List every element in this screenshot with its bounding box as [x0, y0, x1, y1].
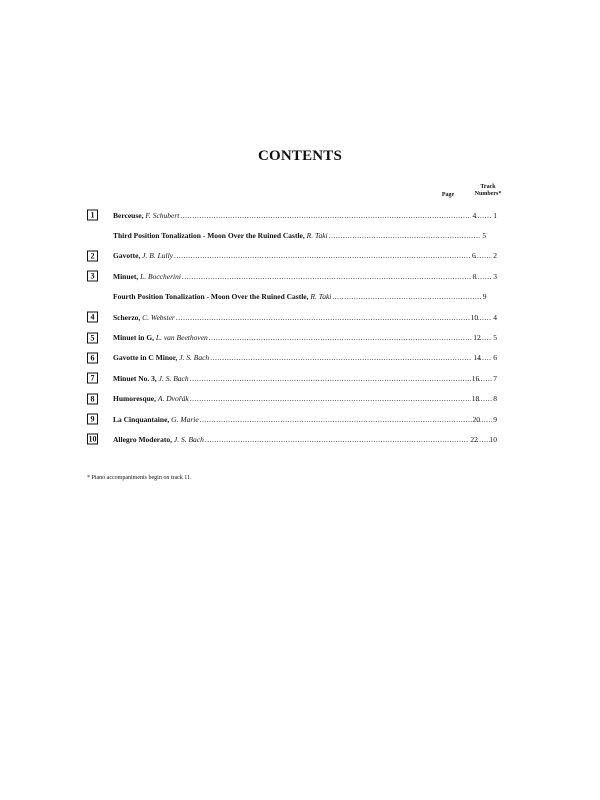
composer-name: J. S. Bach	[179, 353, 210, 363]
piece-title: Minuet,	[113, 271, 139, 281]
composer-name: R. Taki	[310, 292, 332, 302]
table-of-contents	[87, 205, 497, 450]
track-number-box: 9	[87, 414, 98, 425]
piece-title: Minuet in G,	[113, 333, 155, 343]
toc-entry-text	[113, 394, 497, 403]
page-number: 6	[472, 251, 476, 261]
dot-leader	[329, 231, 487, 241]
toc-entry	[87, 327, 497, 347]
piece-title: Berceuse,	[113, 210, 144, 220]
track-number-box: 7	[87, 373, 98, 384]
piece-title: Minuet No. 3,	[113, 373, 157, 383]
dot-leader	[176, 313, 470, 322]
dot-leader	[182, 272, 472, 281]
track-number-box: 8	[87, 393, 98, 404]
toc-entry	[87, 348, 497, 368]
piece-title: Gavotte,	[113, 251, 141, 261]
dot-leader	[190, 374, 471, 383]
composer-name: J. B. Lully	[142, 251, 173, 261]
toc-entry	[87, 246, 497, 266]
toc-entry	[87, 368, 497, 388]
dot-leader	[200, 415, 472, 424]
page-title: CONTENTS	[257, 148, 343, 164]
piece-title: Allegro Moderato,	[113, 434, 173, 444]
track-number-box: 4	[87, 312, 98, 323]
dot-leader	[190, 394, 471, 403]
page-number: 8	[472, 271, 477, 281]
toc-entry-text	[113, 231, 497, 240]
dot-leader	[475, 251, 492, 260]
toc-entry-text	[113, 333, 497, 342]
dot-leader	[472, 271, 492, 281]
track-number-box: 3	[87, 271, 98, 282]
dot-leader	[476, 394, 492, 403]
track-number: 9	[493, 414, 497, 424]
toc-entry-text	[113, 272, 497, 281]
composer-name: A. Dvořák	[157, 394, 189, 404]
dot-leader	[205, 435, 470, 444]
page-column-header: Page	[441, 192, 455, 198]
composer-name: J. S. Bach	[173, 434, 204, 444]
track-number: 1	[493, 210, 497, 220]
track-number-box: 6	[87, 352, 98, 363]
toc-entry-text	[113, 292, 497, 301]
dot-leader	[209, 333, 472, 342]
dot-leader	[332, 292, 481, 301]
toc-entry	[87, 266, 497, 286]
composer-name: C. Webster	[142, 312, 175, 322]
piece-title: La Cinquantaine,	[113, 414, 170, 424]
track-header-line1: Track	[480, 184, 496, 190]
track-number: 8	[493, 394, 498, 404]
track-number-box: 1	[87, 210, 98, 221]
track-number: 2	[493, 251, 497, 261]
toc-entry-text	[113, 435, 497, 444]
toc-entry-text	[113, 251, 497, 260]
dot-leader	[477, 415, 493, 424]
toc-entry-text	[113, 415, 497, 424]
dot-leader	[474, 435, 489, 444]
composer-name: L. Boccherini	[140, 271, 181, 281]
track-number: 10	[489, 434, 497, 444]
dot-leader	[180, 211, 471, 220]
toc-entry-text	[113, 313, 497, 322]
piece-title: Third Position Tonalization - Moon Over the Ruined Castle,	[113, 231, 305, 241]
page-number: 9	[482, 292, 487, 302]
piece-title: Gavotte in C Minor,	[113, 353, 178, 363]
page-number: 20	[472, 414, 480, 424]
piece-title: Humoresque,	[113, 394, 156, 404]
page-number: 22	[470, 434, 478, 444]
track-column-header	[468, 184, 508, 198]
page-number: 12	[473, 333, 481, 343]
toc-entry	[87, 389, 497, 409]
toc-entry	[87, 205, 497, 225]
page-number: 18	[471, 394, 480, 404]
dot-leader	[210, 353, 472, 362]
composer-name: F. Schubert	[145, 210, 180, 220]
track-number-box: 10	[88, 434, 97, 444]
dot-leader	[477, 333, 492, 342]
footnote: * Piano accompaniments begin on track 11.	[87, 475, 192, 481]
composer-name: J. S. Bach	[158, 373, 189, 383]
composer-name: R. Taki	[306, 231, 328, 241]
toc-entry	[87, 429, 497, 449]
dot-leader	[475, 211, 492, 220]
track-number-box: 5	[87, 332, 98, 343]
track-number: 5	[493, 333, 497, 343]
page-number: 14	[473, 353, 481, 363]
dot-leader	[475, 313, 492, 322]
page-number: 4	[472, 210, 477, 220]
track-number: 7	[493, 373, 498, 383]
toc-entry	[87, 287, 497, 307]
page-number: 5	[482, 231, 487, 241]
piece-title: Scherzo,	[113, 312, 141, 322]
track-number: 4	[493, 312, 497, 322]
track-number: 3	[493, 271, 498, 281]
track-number: 6	[493, 353, 497, 363]
toc-entry	[87, 225, 497, 245]
track-header-line2: Numbers*	[474, 191, 502, 197]
dot-leader	[477, 353, 492, 362]
piece-title: Fourth Position Tonalization - Moon Over the Ruined Castle,	[113, 292, 309, 302]
toc-entry-text	[113, 374, 497, 383]
toc-entry	[87, 307, 497, 327]
composer-name: L. van Beethoven	[155, 333, 208, 343]
toc-entry	[87, 409, 497, 429]
track-number-box: 2	[87, 250, 98, 261]
page-number: 10	[470, 312, 479, 322]
toc-entry-text	[113, 353, 497, 362]
toc-entry-text	[113, 211, 497, 220]
dot-leader	[174, 251, 471, 260]
dot-leader	[476, 374, 492, 383]
page-number: 16	[471, 373, 480, 383]
composer-name: G. Marie	[171, 414, 199, 424]
